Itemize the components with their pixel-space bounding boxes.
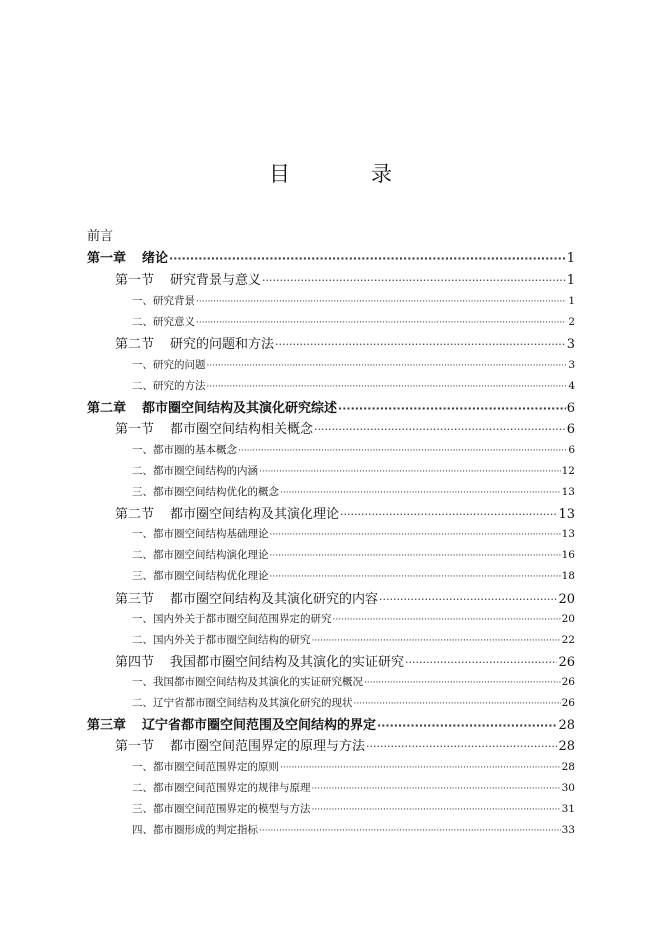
toc-leader-dots: [312, 785, 561, 794]
toc-entry[interactable]: [87, 635, 575, 646]
toc-leader-dots: [338, 403, 566, 414]
toc-page-number: 1: [566, 273, 575, 288]
toc-entry-number: 第一章: [87, 251, 127, 266]
toc-entry-title: 都市圈空间结构及其演化研究的内容: [170, 592, 379, 607]
toc-entry-title: 一、研究背景: [132, 295, 195, 307]
toc-entry-number: 第二节: [115, 507, 155, 522]
toc-leader-dots: [275, 339, 566, 350]
toc-leader-dots: [207, 383, 567, 392]
toc-entry[interactable]: [87, 783, 575, 794]
toc-entry[interactable]: [87, 656, 575, 669]
toc-leader-dots: [262, 275, 566, 286]
toc-leader-dots: [280, 764, 561, 773]
toc-leader-dots: [366, 741, 557, 752]
toc-page-number: 4: [568, 380, 575, 392]
toc-page-number: 6: [566, 422, 575, 437]
toc-entry-title: 一、都市圈的基本概念: [132, 444, 237, 456]
toc-entry-title: 研究背景与意义: [170, 273, 262, 288]
toc-page-number: 2: [568, 316, 575, 328]
toc-page-number: 20: [561, 613, 575, 625]
toc-entry[interactable]: [87, 381, 575, 392]
toc-page-number: 3: [566, 337, 575, 352]
toc-leader-dots: [314, 424, 566, 435]
toc-page-number: 3: [568, 359, 575, 371]
toc-entry[interactable]: [87, 402, 575, 415]
toc-entry-title: 一、研究的问题: [132, 359, 206, 371]
toc-entry[interactable]: [87, 423, 575, 436]
toc-leader-dots: [270, 552, 561, 561]
toc-entry-title: 前言: [87, 229, 114, 244]
toc-entry-number: 第三章: [87, 718, 127, 733]
toc-entry-title: 都市圈空间结构及其演化理论: [170, 507, 340, 522]
toc-leader-dots: [354, 700, 561, 709]
toc-entry-title: 都市圈空间结构相关概念: [170, 422, 314, 437]
toc-page-number: 28: [558, 718, 575, 733]
toc-leader-dots: [340, 509, 557, 520]
toc-leader-dots: [405, 657, 557, 668]
toc-entry-title: 研究的问题和方法: [170, 337, 275, 352]
toc-entry-title: 三、都市圈空间范围界定的模型与方法: [132, 803, 311, 815]
toc-entry[interactable]: [87, 338, 575, 351]
toc-leader-dots: [280, 489, 561, 498]
toc-entry[interactable]: [87, 571, 575, 582]
toc-page-number: 28: [561, 761, 575, 773]
toc-entry-number: 第一节: [115, 739, 155, 754]
toc-page-number: 16: [561, 549, 575, 561]
toc-page-number: 1: [566, 251, 575, 266]
toc-entry[interactable]: [87, 529, 575, 540]
toc-entry[interactable]: [87, 677, 575, 688]
toc-entry[interactable]: [87, 825, 575, 836]
toc-entry[interactable]: [87, 698, 575, 709]
toc-page-number: 28: [558, 739, 575, 754]
toc-page-number: 1: [568, 295, 575, 307]
toc-entry[interactable]: [87, 508, 575, 521]
toc-leader-dots: [377, 720, 557, 731]
toc-entry[interactable]: [87, 445, 575, 456]
toc-entry[interactable]: [87, 296, 575, 307]
toc-entry-title: 绪论: [142, 251, 169, 266]
toc-entry[interactable]: [87, 550, 575, 561]
toc-leader-dots: [259, 827, 561, 836]
toc-leader-dots: [259, 468, 561, 477]
toc-leader-dots: [379, 594, 557, 605]
toc-entry-number: 第四节: [115, 655, 155, 670]
toc-leader-dots: [312, 806, 561, 815]
toc-entry-title: 一、我国都市圈空间结构及其演化的实证研究概况: [132, 676, 363, 688]
toc-entry-title: 二、都市圈空间结构演化理论: [132, 549, 269, 561]
toc-leader-dots: [196, 319, 566, 328]
toc-page-number: 12: [561, 465, 575, 477]
toc-page-number: 33: [561, 824, 575, 836]
toc-entry[interactable]: [87, 719, 575, 732]
toc-leader-dots: [270, 573, 561, 582]
toc-entry[interactable]: [87, 274, 575, 287]
toc-page-number: 26: [561, 697, 575, 709]
toc-entry[interactable]: [87, 360, 575, 371]
toc-entry[interactable]: [87, 252, 575, 265]
toc-entry-title: 二、研究的方法: [132, 380, 206, 392]
toc-page-number: 26: [561, 676, 575, 688]
toc-entry[interactable]: [87, 614, 575, 625]
toc-leader-dots: [270, 531, 561, 540]
toc-page-number: 18: [561, 570, 575, 582]
page-title: 目 录: [269, 162, 422, 186]
toc-entry-title: 二、研究意义: [132, 316, 195, 328]
toc-leader-dots: [169, 253, 566, 264]
toc-page-number: 22: [561, 634, 575, 646]
toc-entry-title: 二、都市圈空间范围界定的规律与原理: [132, 782, 311, 794]
toc-page-number: 6: [568, 444, 575, 456]
toc-entry-title: 二、都市圈空间结构的内涵: [132, 465, 258, 477]
toc-entry-title: 都市圈空间范围界定的原理与方法: [170, 739, 366, 754]
toc-entry-title: 都市圈空间结构及其演化研究综述: [142, 401, 338, 416]
toc-entry-number: 第二节: [115, 337, 155, 352]
toc-entry[interactable]: [87, 317, 575, 328]
toc-entry-title: 三、都市圈空间结构优化的概念: [132, 486, 279, 498]
toc-entry-number: 第三节: [115, 592, 155, 607]
toc-entry-number: 第一节: [115, 273, 155, 288]
toc-entry[interactable]: [87, 230, 575, 243]
toc-page-number: 13: [561, 528, 575, 540]
toc-entry-number: 第二章: [87, 401, 127, 416]
toc-entry[interactable]: [87, 466, 575, 477]
toc-entry[interactable]: [87, 593, 575, 606]
toc-entry-title: 一、国内外关于都市圈空间范围界定的研究: [132, 613, 332, 625]
toc-entry-title: 二、国内外关于都市圈空间结构的研究: [132, 634, 311, 646]
toc-leader-dots: [364, 679, 561, 688]
toc-page-number: 31: [561, 803, 575, 815]
toc-entry-title: 我国都市圈空间结构及其演化的实证研究: [170, 655, 405, 670]
toc-entry[interactable]: [87, 740, 575, 753]
toc-page-number: 13: [561, 486, 575, 498]
toc-page-number: 20: [558, 592, 575, 607]
toc-leader-dots: [196, 298, 566, 307]
toc-entry[interactable]: [87, 487, 575, 498]
toc-entry-title: 四、都市圈形成的判定指标: [132, 824, 258, 836]
toc-entry-title: 一、都市圈空间结构基础理论: [132, 528, 269, 540]
toc-page-number: 13: [558, 507, 575, 522]
toc-leader-dots: [333, 616, 561, 625]
toc-leader-dots: [238, 447, 566, 456]
toc-entry-title: 一、都市圈空间范围界定的原则: [132, 761, 279, 773]
toc-page-number: 30: [561, 782, 575, 794]
toc-entry-number: 第一节: [115, 422, 155, 437]
toc-entry-title: 辽宁省都市圈空间范围及空间结构的界定: [142, 718, 377, 733]
toc-leader-dots: [312, 637, 561, 646]
toc-entry[interactable]: [87, 804, 575, 815]
toc-leader-dots: [207, 362, 567, 371]
toc-entry-title: 二、辽宁省都市圈空间结构及其演化研究的现状: [132, 697, 353, 709]
toc-entry[interactable]: [87, 762, 575, 773]
toc-entry-title: 三、都市圈空间结构优化理论: [132, 570, 269, 582]
toc-page-number: 26: [558, 655, 575, 670]
toc-page-number: 6: [566, 401, 575, 416]
